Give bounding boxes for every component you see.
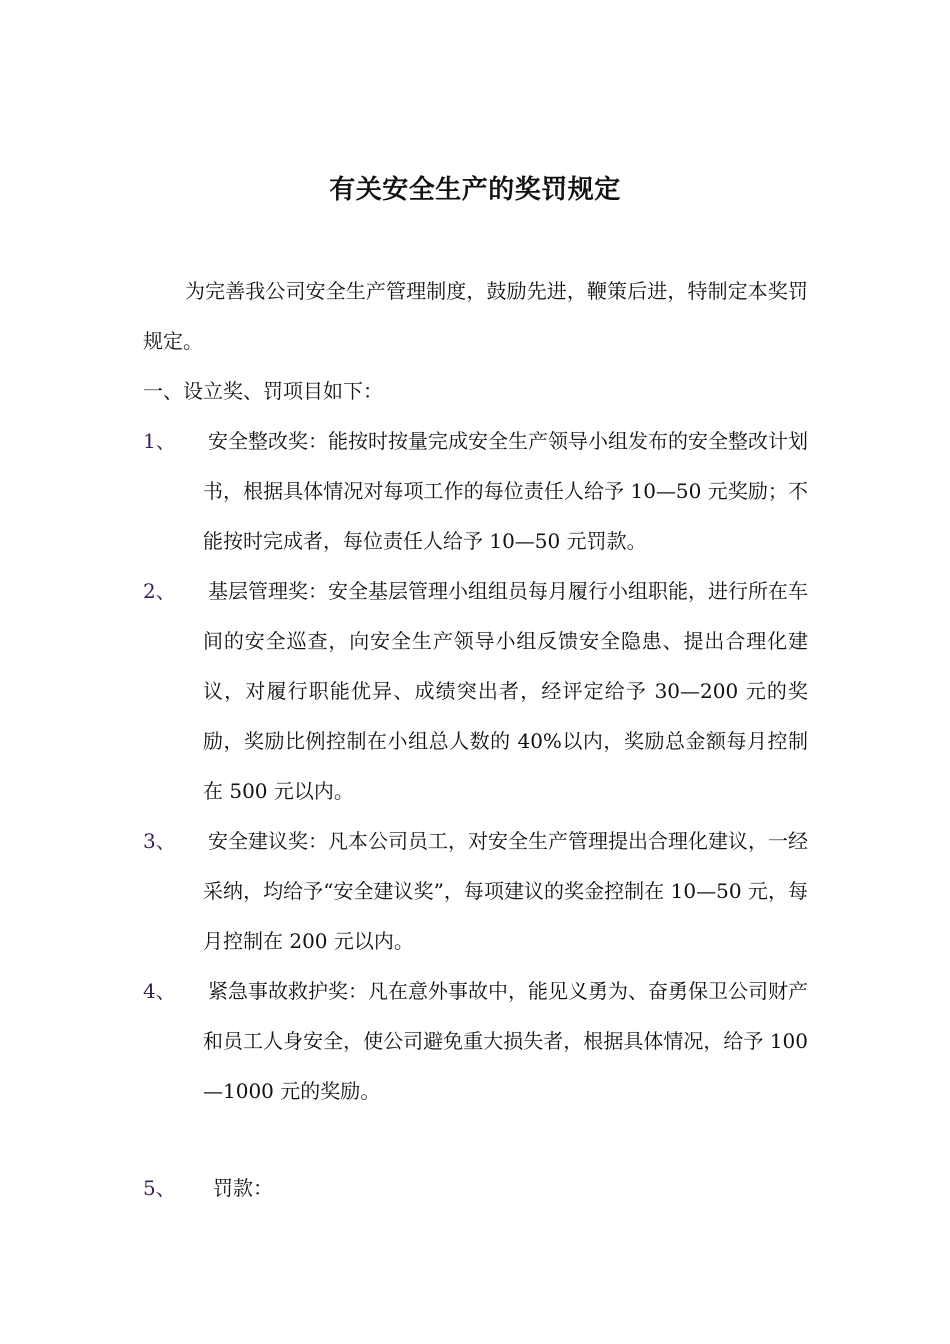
list-item <box>143 816 808 966</box>
list-item-number: 2、 <box>143 579 176 603</box>
list-item-text: 安全建议奖：凡本公司员工，对安全生产管理提出合理化建议，一经采纳，均给予“安全建议奖”，每项建议的奖金控制在 10—50 元，每月控制在 200 元以内。 <box>203 829 808 953</box>
list-item-text: 罚款： <box>213 1176 273 1200</box>
list-item-number: 4、 <box>143 979 176 1003</box>
list-item-number: 1、 <box>143 429 176 453</box>
intro-paragraph: 为完善我公司安全生产管理制度，鼓励先进，鞭策后进，特制定本奖罚规定。 <box>143 279 808 353</box>
list-item-number: 3、 <box>143 829 176 853</box>
list-item <box>143 966 808 1116</box>
list-item-number: 5、 <box>143 1176 176 1200</box>
list-item-text: 安全整改奖：能按时按量完成安全生产领导小组发布的安全整改计划书，根据具体情况对每项工作的每位责任人给予 10—50 元奖励；不能按时完成者，每位责任人给予 10—50 元罚款。 <box>203 429 808 553</box>
document-title: 有关安全生产的奖罚规定 <box>329 175 621 205</box>
list-item <box>143 416 808 566</box>
list-item-text: 紧急事故救护奖：凡在意外事故中，能见义勇为、奋勇保卫公司财产和员工人身安全，使公司避免重大损失者，根据具体情况，给予 100—1000 元的奖励。 <box>203 979 808 1103</box>
list-item <box>143 566 808 816</box>
list-item <box>143 1163 808 1213</box>
section-heading: 一、设立奖、罚项目如下： <box>143 379 383 403</box>
list-item-text: 基层管理奖：安全基层管理小组组员每月履行小组职能，进行所在车间的安全巡查，向安全生产领导小组反馈安全隐患、提出合理化建议，对履行职能优异、成绩突出者，经评定给予 30—200 元的奖励，奖励比例控制在小组总人数的 40%以内，奖励总金额每月控制在 500 元以内。 <box>203 579 808 803</box>
